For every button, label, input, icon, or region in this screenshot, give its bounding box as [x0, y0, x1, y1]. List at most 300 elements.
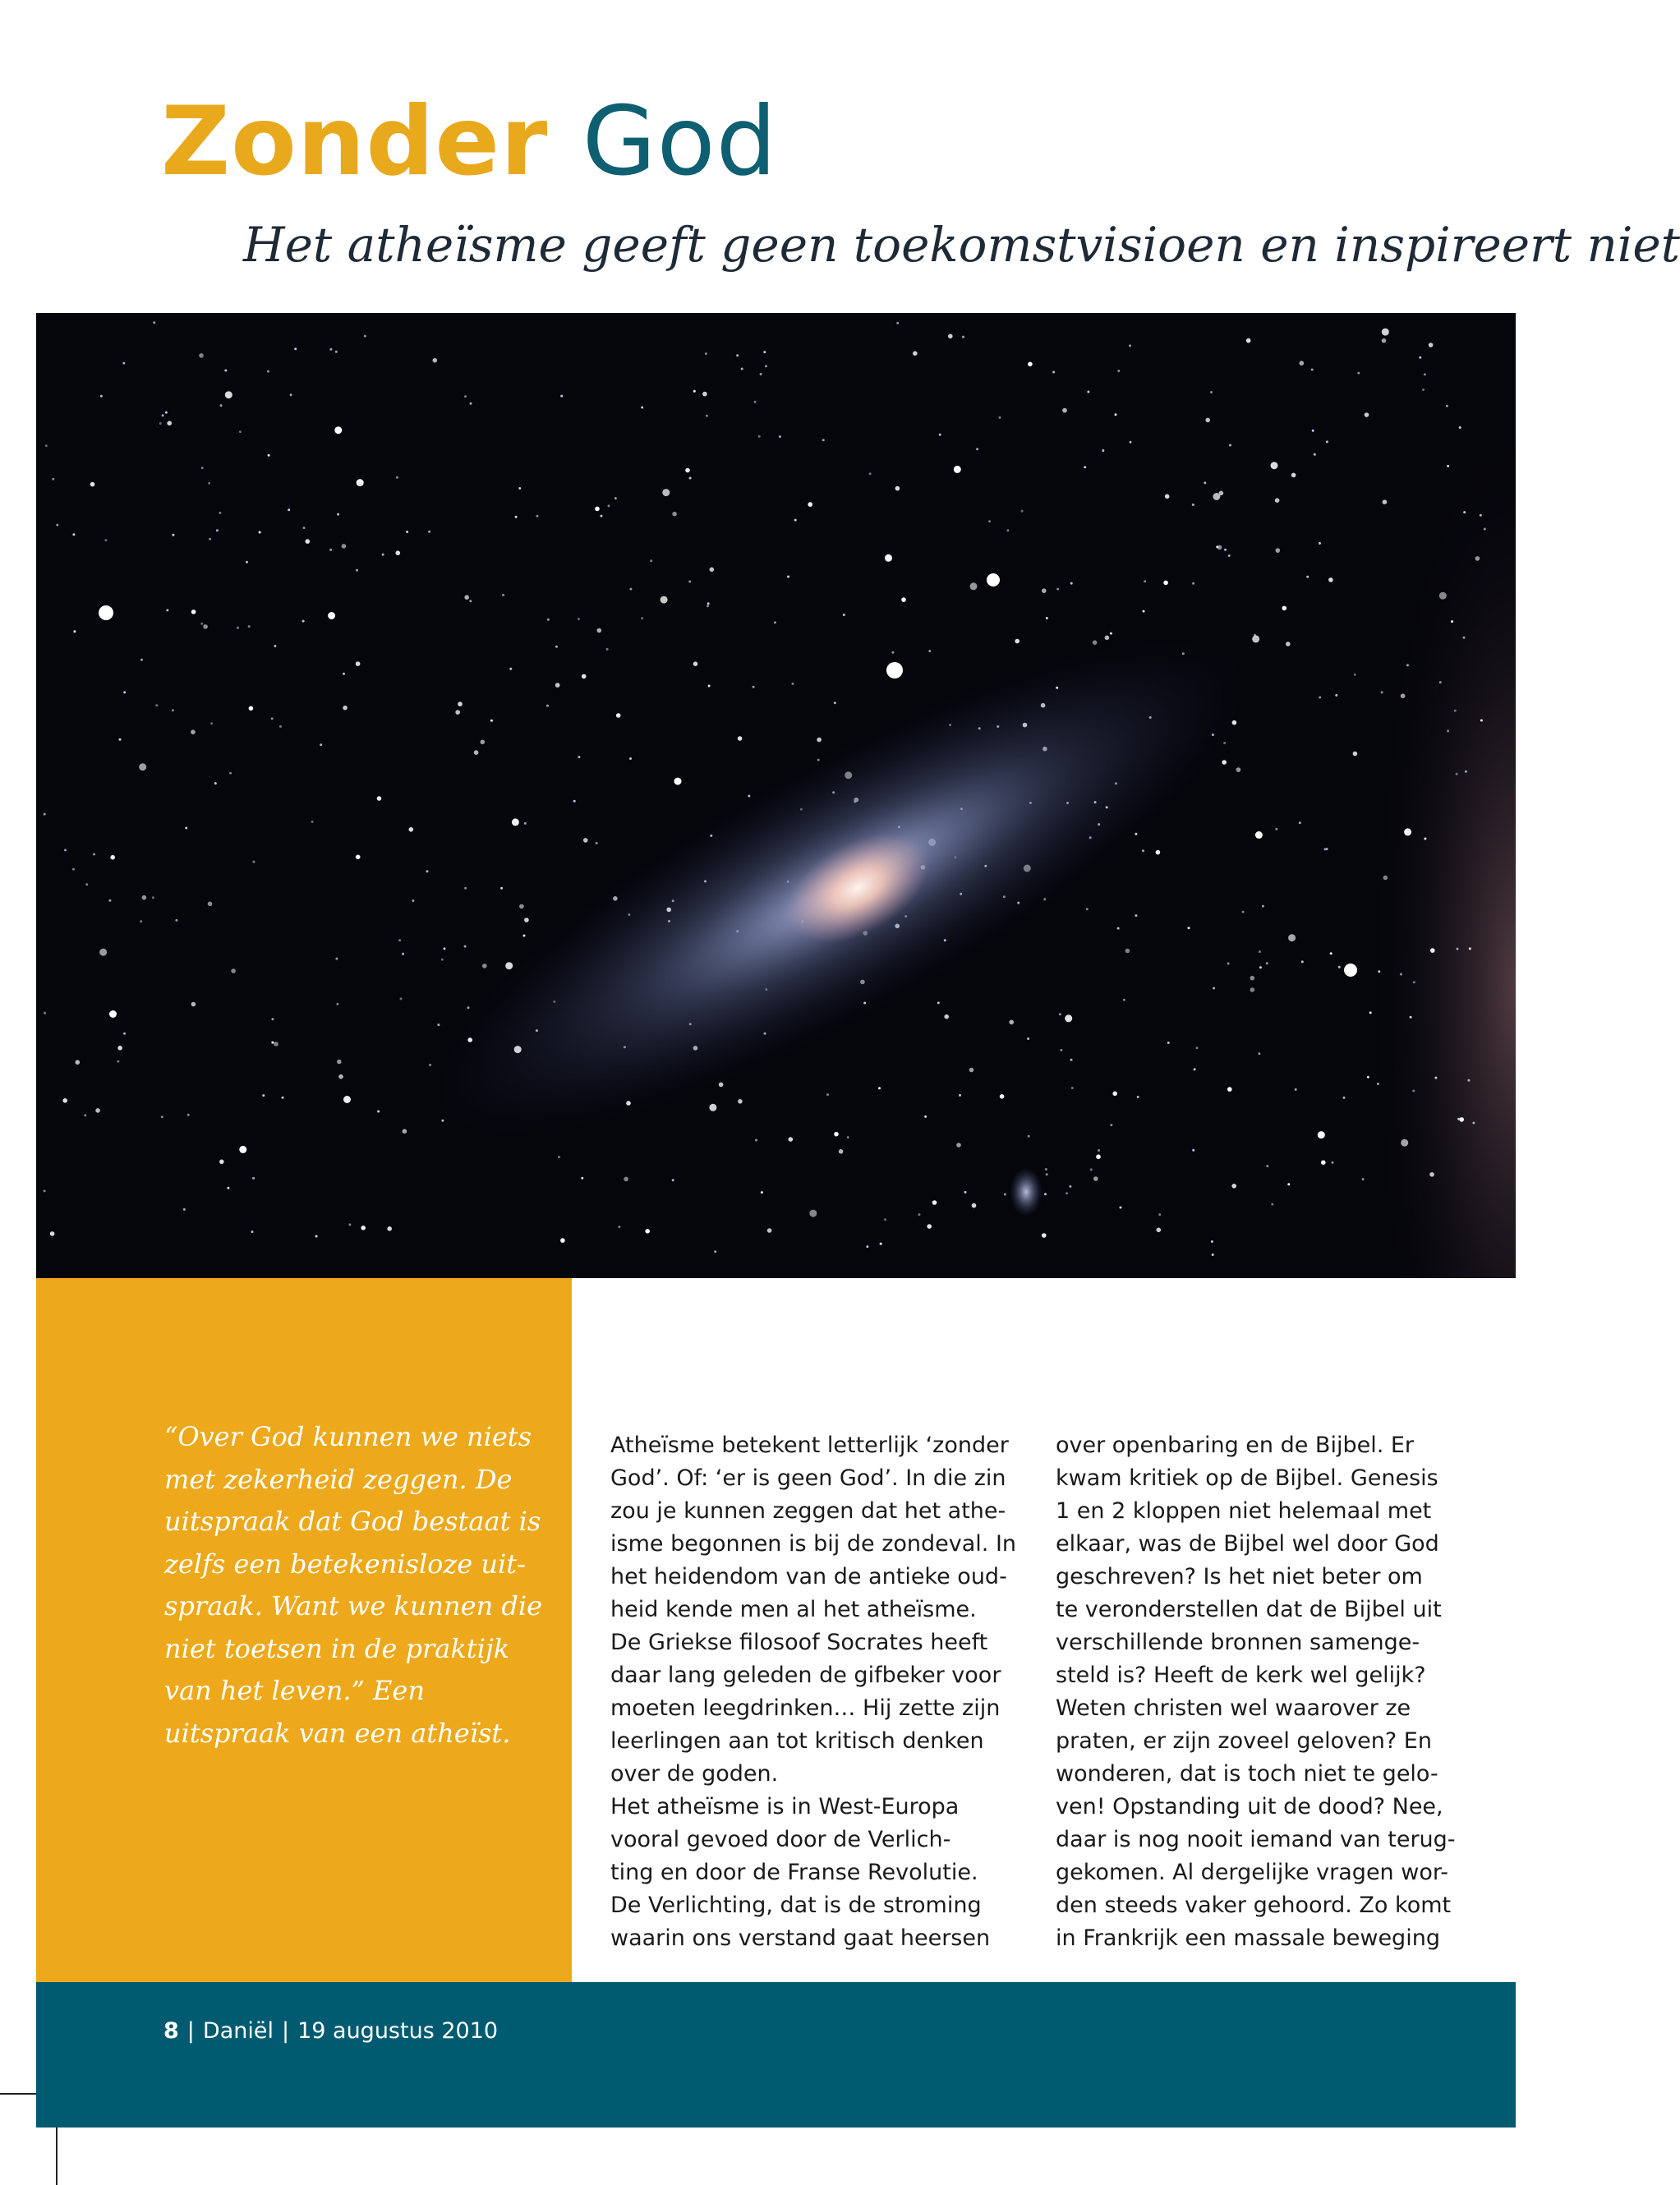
star [1439, 592, 1447, 600]
star [402, 953, 404, 955]
star [199, 353, 204, 358]
star [302, 620, 305, 623]
star [972, 1203, 977, 1208]
star [1143, 610, 1145, 613]
star [52, 478, 54, 481]
star [1192, 504, 1194, 506]
star [1319, 542, 1321, 545]
star [597, 628, 602, 633]
star [72, 868, 75, 871]
star [809, 1210, 817, 1217]
star [166, 609, 168, 611]
body-line: vooral gevoed door de Verlich- [610, 1827, 951, 1852]
star [1321, 1160, 1326, 1165]
star [1319, 697, 1321, 699]
star [582, 674, 587, 679]
star [702, 392, 707, 397]
publication-date: 19 augustus 2010 [297, 2018, 499, 2044]
star [1046, 1173, 1048, 1175]
star [536, 515, 539, 518]
body-line: ven! Opstanding uit de dood? Nee, [1056, 1794, 1443, 1819]
star [1167, 1042, 1170, 1044]
star [1045, 1168, 1047, 1171]
star [1276, 548, 1281, 553]
star [999, 416, 1001, 419]
body-line: geschreven? Is het niet beter om [1056, 1564, 1423, 1589]
star [509, 668, 512, 670]
star [1156, 850, 1161, 855]
star [596, 842, 598, 844]
star [1259, 950, 1261, 953]
star [209, 538, 211, 540]
star [1422, 389, 1425, 391]
star [524, 822, 527, 825]
star [482, 964, 487, 968]
star [343, 1096, 351, 1103]
star [629, 757, 632, 760]
star [219, 512, 221, 514]
star [1070, 582, 1073, 585]
star [1258, 1052, 1260, 1055]
star [1381, 691, 1383, 693]
star [1353, 752, 1358, 757]
star [826, 1093, 829, 1096]
star [913, 351, 918, 356]
body-line: zou je kunnen zeggen dat het athe- [610, 1498, 1006, 1524]
star [90, 482, 95, 487]
star [294, 347, 297, 350]
star [606, 648, 609, 651]
body-line: waarin ons verstand gaat heersen [610, 1925, 991, 1951]
star [271, 1042, 274, 1044]
title-word-zonder: Zonder [161, 86, 549, 197]
star [117, 1046, 122, 1051]
star [335, 958, 338, 960]
star [928, 650, 931, 652]
star [779, 435, 781, 438]
star [523, 935, 526, 937]
star [172, 534, 174, 536]
star [1382, 329, 1389, 336]
star [547, 619, 550, 621]
star [969, 1068, 974, 1073]
star [707, 605, 709, 607]
star [738, 1099, 743, 1104]
star [1052, 371, 1055, 374]
page-footer [163, 2018, 498, 2044]
star [672, 1179, 674, 1181]
star [1255, 831, 1263, 839]
star [1323, 848, 1326, 850]
star [191, 729, 196, 734]
star [338, 1074, 343, 1079]
star [1291, 473, 1296, 478]
body-line: in Frankrijk een massale beweging [1056, 1925, 1440, 1951]
star [470, 402, 472, 405]
star [878, 1087, 881, 1089]
article-title [161, 86, 778, 197]
star [1009, 1020, 1014, 1025]
companion-galaxy [1010, 1167, 1043, 1217]
star [843, 614, 845, 616]
star [1465, 770, 1467, 773]
star [954, 466, 961, 473]
star [1383, 499, 1388, 504]
star [99, 949, 107, 956]
star [1096, 1154, 1101, 1159]
star [1229, 444, 1231, 447]
star [464, 945, 467, 948]
star [578, 618, 580, 620]
star [200, 623, 203, 625]
star [760, 373, 762, 375]
star [246, 561, 248, 564]
body-line: De Griekse filosoof Socrates heeft [610, 1630, 988, 1655]
body-column-1 [610, 1429, 1029, 1955]
star [822, 439, 825, 441]
star [1362, 1178, 1365, 1180]
star [1480, 514, 1482, 517]
star [1135, 914, 1137, 917]
star [1070, 1059, 1073, 1061]
star [1004, 1194, 1006, 1196]
star [117, 1060, 119, 1063]
star [1015, 639, 1020, 644]
body-line: over de goden. [610, 1761, 779, 1787]
star [1295, 1088, 1297, 1091]
star [1467, 1079, 1470, 1082]
star [175, 919, 177, 922]
star [834, 702, 836, 704]
star [1434, 1077, 1437, 1079]
star [736, 354, 739, 356]
star [1288, 934, 1296, 941]
star [674, 778, 682, 785]
crop-mark-horizontal [0, 2093, 36, 2095]
star [895, 486, 900, 491]
star [1120, 1207, 1122, 1209]
star [500, 887, 503, 890]
star [1117, 370, 1120, 372]
star [481, 740, 486, 745]
star [162, 414, 164, 416]
star [901, 597, 906, 602]
star [208, 482, 210, 485]
star [357, 479, 364, 486]
star [1424, 373, 1426, 375]
star [214, 782, 217, 784]
star [1112, 1092, 1117, 1097]
star [153, 321, 155, 324]
star [433, 358, 438, 363]
star [441, 959, 444, 961]
star [1213, 493, 1220, 500]
body-line: over openbaring en de Bijbel. Er [1056, 1433, 1415, 1458]
star [403, 1129, 407, 1134]
star [187, 1114, 190, 1116]
star [152, 896, 154, 899]
star [288, 508, 290, 511]
star [108, 899, 111, 902]
body-line: gekomen. Al dergelijke vragen wor- [1056, 1860, 1448, 1885]
star [685, 468, 690, 473]
star [1042, 588, 1047, 593]
star [84, 1114, 86, 1116]
star [95, 1108, 100, 1113]
star [1071, 1087, 1074, 1089]
star [110, 855, 115, 860]
star [1314, 453, 1316, 456]
star [1469, 947, 1471, 950]
star [262, 1094, 265, 1097]
star [1457, 1118, 1460, 1120]
star [1236, 767, 1241, 772]
star [219, 1160, 224, 1165]
star [1311, 369, 1314, 371]
star [1115, 413, 1117, 416]
star [688, 581, 691, 583]
star [1110, 1124, 1112, 1126]
star [1365, 412, 1369, 417]
star [616, 713, 621, 718]
star [645, 1229, 650, 1234]
star [1456, 773, 1458, 775]
star [970, 582, 978, 590]
star [765, 365, 767, 367]
star [1480, 720, 1483, 722]
star [161, 1116, 163, 1118]
star [738, 736, 743, 741]
star [794, 519, 797, 522]
star [839, 1149, 844, 1154]
star [608, 504, 610, 507]
star [464, 595, 469, 600]
star [774, 621, 776, 623]
star [948, 334, 953, 339]
body-line: moeten leegdrinken… Hij zette zijn [610, 1695, 1001, 1721]
star [56, 524, 58, 527]
bright-star-1 [99, 605, 113, 620]
star [1357, 372, 1360, 375]
star [1227, 963, 1230, 965]
star [249, 706, 254, 711]
star [237, 627, 239, 629]
star [429, 1064, 431, 1066]
star [1130, 441, 1132, 444]
body-line: praten, er zijn zoveel geloven? En [1056, 1728, 1432, 1754]
star [335, 351, 338, 353]
star [1369, 1011, 1372, 1014]
star [1242, 911, 1245, 913]
star [44, 1012, 46, 1014]
star [464, 887, 467, 890]
star [555, 646, 558, 648]
star [719, 1083, 724, 1088]
star [201, 467, 204, 469]
star [1163, 581, 1168, 586]
star [210, 722, 213, 724]
star [268, 454, 270, 457]
star [122, 362, 125, 365]
star [1410, 1016, 1412, 1019]
star [361, 1226, 366, 1230]
star [1216, 545, 1218, 548]
star [1227, 1087, 1232, 1092]
star [93, 853, 95, 856]
body-line: kwam kritiek op de Bijbel. Genesis [1056, 1465, 1438, 1491]
star [1228, 554, 1231, 557]
star [50, 1231, 55, 1236]
star [208, 902, 213, 907]
star [754, 401, 757, 403]
star [139, 763, 146, 770]
star [303, 527, 306, 529]
star [387, 1226, 392, 1231]
star [624, 1177, 628, 1182]
star [44, 813, 46, 816]
star [400, 997, 403, 1000]
body-line: De Verlichting, dat is de stroming [610, 1893, 982, 1918]
star [229, 772, 232, 775]
star [140, 920, 142, 922]
star [1204, 481, 1206, 484]
star [1383, 876, 1388, 881]
star [761, 1191, 763, 1194]
star [988, 520, 991, 522]
star [406, 531, 408, 533]
star [1451, 620, 1453, 623]
pull-quote: “Over God kunnen we niets met zekerheid zeggen. De uitspraak dat God bestaat is zelfs een betekenisloze uit-spraak. Want we kunnen die niet toetsen in de praktijk van het leven.” Een uitspraak van een atheïst. [164, 1421, 543, 1749]
star [1062, 408, 1067, 413]
body-line: daar is nog nooit iemand van terug- [1056, 1827, 1456, 1852]
star [1439, 681, 1442, 683]
star [159, 422, 162, 425]
star [329, 348, 332, 351]
star [348, 1223, 351, 1226]
star [1354, 674, 1356, 676]
star [1401, 693, 1406, 698]
star [377, 796, 382, 801]
star [104, 539, 107, 541]
body-line: elkaar, was de Bijbel wel door God [1056, 1531, 1439, 1557]
star [662, 489, 670, 496]
star [356, 569, 358, 572]
star [614, 497, 617, 499]
body-line: steld is? Heeft de kerk wel gelijk? [1056, 1663, 1426, 1688]
star [689, 477, 692, 480]
star [62, 1098, 67, 1103]
star [224, 370, 227, 372]
star [1447, 729, 1449, 732]
star [1262, 905, 1264, 908]
star [869, 472, 872, 475]
star [650, 559, 652, 562]
star [1328, 577, 1333, 582]
star [1093, 640, 1098, 645]
star [808, 502, 812, 507]
star [1028, 1135, 1030, 1138]
star [1028, 362, 1033, 367]
star [1377, 1083, 1379, 1085]
star [251, 1230, 254, 1233]
star [1400, 973, 1402, 976]
star [1463, 637, 1466, 639]
star [578, 756, 580, 758]
star [641, 617, 643, 619]
bright-star-2 [886, 662, 903, 678]
star [1142, 849, 1144, 852]
star [1382, 338, 1387, 343]
star [755, 1139, 757, 1142]
star [100, 395, 103, 398]
star [1205, 418, 1210, 423]
star [924, 1116, 927, 1118]
star [884, 1218, 886, 1221]
bright-star-4 [1344, 964, 1357, 977]
star [1087, 391, 1089, 393]
star [880, 1243, 882, 1245]
star [787, 576, 789, 578]
body-line: isme begonnen is bij de zondeval. In [610, 1531, 1017, 1557]
star [1429, 343, 1434, 347]
star [252, 1177, 255, 1180]
star [1475, 556, 1480, 561]
star [1084, 466, 1086, 468]
star [1271, 462, 1278, 469]
star [239, 430, 242, 433]
star [140, 659, 143, 661]
star [1250, 987, 1255, 992]
body-line: leerlingen aan tot kritisch denken [610, 1728, 984, 1754]
body-line: den steeds vaker gehoord. Zo komt [1056, 1893, 1452, 1918]
star [1252, 635, 1259, 642]
star [792, 683, 794, 685]
star [1412, 1090, 1415, 1092]
star [641, 407, 643, 409]
star [1157, 1228, 1162, 1233]
star [356, 661, 361, 666]
star [944, 1014, 949, 1019]
star [1430, 948, 1435, 953]
star [1454, 710, 1457, 712]
star [271, 717, 274, 720]
body-line: heid kende men al het atheïsme. [610, 1597, 977, 1622]
star [458, 702, 463, 706]
star [259, 531, 261, 534]
star [976, 448, 978, 450]
star [1484, 528, 1486, 531]
star [1286, 642, 1291, 646]
star [44, 1189, 46, 1192]
star [1250, 976, 1255, 981]
star [1165, 494, 1170, 499]
star [142, 895, 147, 900]
star [758, 435, 761, 438]
star [336, 1003, 338, 1005]
star [546, 705, 549, 707]
star [1006, 529, 1009, 531]
star [896, 322, 899, 324]
star [444, 947, 446, 950]
star [382, 554, 384, 556]
star [356, 855, 361, 860]
star [274, 645, 276, 647]
star [741, 368, 743, 370]
galaxy-photo [36, 313, 1516, 1278]
star [753, 686, 755, 688]
star [1401, 1139, 1408, 1147]
star [437, 1024, 440, 1026]
